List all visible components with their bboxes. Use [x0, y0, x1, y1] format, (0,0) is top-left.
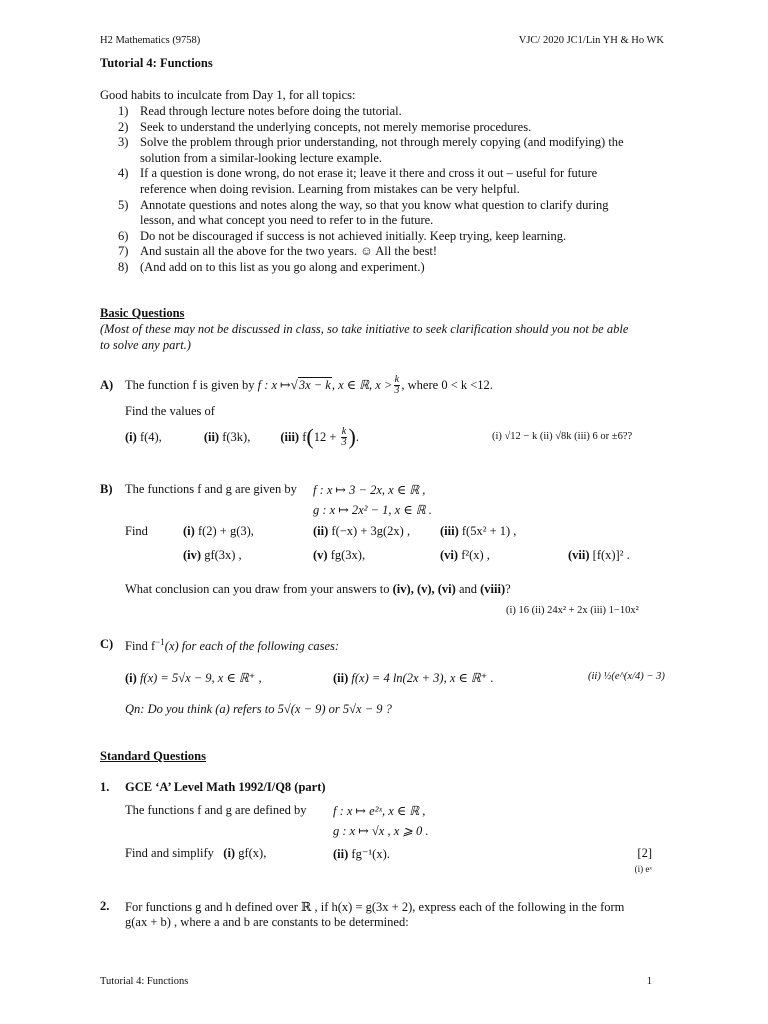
part-label: (vii)	[568, 548, 590, 562]
question-b-find: Find	[125, 524, 148, 538]
question-a-part1-label: (i)	[125, 429, 137, 444]
habit-item	[118, 151, 382, 166]
part-text: fg⁻¹(x).	[351, 847, 390, 861]
part-text: f(2) + g(3),	[197, 524, 254, 538]
part-text: gf(3x) ,	[204, 548, 242, 562]
habit-number: 3)	[118, 135, 129, 150]
habit-item	[118, 135, 624, 150]
habit-number: 2)	[118, 119, 129, 134]
habit-text: reference when doing revision. Learning from mistakes can be very helpful.	[140, 182, 520, 196]
header-info: VJC/ 2020 JC1/Lin YH & Ho WK	[518, 35, 664, 46]
question-b-answers: (i) 16 (ii) 24x² + 2x (iii) 1−10x²	[506, 605, 639, 616]
question-a-part3: f	[302, 429, 307, 444]
part-text: [f(x)]² .	[592, 548, 630, 562]
question-1-part2	[333, 846, 390, 862]
question-a-part3-inner: 12 +	[313, 429, 337, 444]
part-text: f(5x² + 1) ,	[461, 524, 517, 538]
question-b-f-def: f : x ↦ 3 − 2x, x ∈ ℝ ,	[313, 483, 426, 497]
fraction-numerator: k	[341, 425, 347, 437]
habit-text: lesson, and what concept you need to refer to in the future.	[140, 213, 434, 228]
habit-item	[118, 104, 402, 119]
habit-item	[118, 166, 597, 181]
habit-item	[118, 182, 520, 197]
paren-right-icon: )	[348, 424, 356, 449]
basic-note-line1: (Most of these may not be discussed in class, so take initiative to seek clarification should you not be able	[100, 322, 629, 336]
habit-item	[118, 260, 425, 275]
question-a-map: f : x ↦	[257, 378, 291, 392]
part-label: (iii)	[440, 524, 459, 538]
question-a-label: A)	[100, 378, 114, 392]
part-label: (iv)	[183, 548, 202, 562]
question-2-line1: For functions g and h defined over ℝ , if h(x) = g(3x + 2), express each of the following in the form	[125, 900, 625, 914]
question-c-part1	[125, 670, 262, 686]
habit-text: Annotate questions and notes along the way, so that you know what question to clarify during	[140, 197, 609, 212]
habit-item	[118, 244, 437, 259]
conclusion-part-viii: (viii)	[480, 582, 506, 596]
question-1-marks: [2]	[637, 846, 652, 860]
conclusion-parts: (iv), (v), (vi)	[392, 582, 456, 596]
question-b-g-def: g : x ↦ 2x² − 1, x ∈ ℝ .	[313, 503, 432, 517]
stem-superscript: −1	[155, 637, 165, 647]
habit-text: (And add on to this list as you go along and experiment.)	[140, 260, 425, 274]
question-a-fraction	[393, 375, 400, 396]
question-b-part	[183, 548, 242, 563]
habit-item	[118, 198, 609, 213]
header-course: H2 Mathematics (9758)	[100, 35, 201, 46]
question-b-part	[568, 548, 630, 563]
question-1-stem: The functions f and g are defined by	[125, 803, 307, 817]
part-text: gf(x),	[238, 846, 267, 860]
question-b-part	[183, 524, 254, 539]
question-b-conclusion	[125, 582, 511, 597]
question-1-find	[125, 846, 266, 861]
habit-item	[118, 213, 433, 228]
question-b-part	[313, 548, 365, 563]
question-b-label: B)	[100, 482, 113, 496]
habit-number: 1)	[118, 104, 129, 118]
habit-text: solution from a similar-looking lecture example.	[140, 150, 383, 165]
question-1-g-def: g : x ↦ √x , x ⩾ 0 .	[333, 824, 429, 838]
question-a-stem-text: The function f is given by	[125, 377, 255, 392]
question-a-condition: , where 0 < k <12.	[401, 377, 493, 392]
part-label: (i)	[183, 524, 195, 538]
question-b-stem: The functions f and g are given by	[125, 482, 297, 496]
habit-text: Do not be discouraged if success is not achieved initially. Keep trying, keep learning.	[140, 228, 567, 243]
question-1-label: 1.	[100, 780, 110, 794]
part-text: f(x) = 4 ln(2x + 3), x ∈ ℝ⁺ .	[351, 671, 494, 685]
conclusion-and: and	[458, 582, 477, 596]
question-c-answer: (ii) ½(e^(x/4) − 3)	[588, 671, 665, 682]
question-a-part3-fraction	[341, 427, 348, 448]
paren-left-icon: (	[306, 424, 314, 449]
question-a-part1: f(4),	[139, 429, 162, 444]
question-a-find: Find the values of	[125, 404, 215, 418]
basic-note-line2: to solve any part.)	[100, 338, 191, 352]
part-label: (i)	[125, 671, 137, 685]
question-a-radicand: 3x − k	[298, 378, 331, 392]
footer-title: Tutorial 4: Functions	[100, 976, 189, 987]
question-1-title: GCE ‘A’ Level Math 1992/I/Q8 (part)	[125, 780, 326, 794]
habit-item	[118, 229, 566, 244]
question-a-part2-label: (ii)	[203, 429, 220, 444]
question-a-part3-label: (iii)	[280, 429, 300, 444]
habit-number: 8)	[118, 260, 129, 274]
part-label: (vi)	[440, 548, 459, 562]
stem-text-rest: (x) for each of the following cases:	[164, 639, 340, 654]
fraction-denominator: 3	[394, 384, 400, 396]
question-2-line2: g(ax + b) , where a and b are constants to be determined:	[125, 915, 409, 929]
question-c-stem	[125, 637, 339, 654]
question-a-answers: (i) √12 − k (ii) √8k (iii) 6 or ±6??	[492, 431, 633, 442]
habit-number: 5)	[118, 197, 129, 212]
fraction-denominator: 3	[341, 436, 347, 448]
conclusion-text: What conclusion can you draw from your answers to	[125, 582, 390, 596]
habit-text: If a question is done wrong, do not erase it; leave it there and cross it out – useful for future	[140, 166, 598, 181]
part-text: f²(x) ,	[461, 548, 490, 562]
sqrt-icon: √	[290, 377, 298, 392]
question-b-part	[440, 524, 516, 539]
habit-number: 7)	[118, 244, 129, 259]
habit-text: And sustain all the above for the two years. ☺ All the best!	[140, 244, 438, 259]
question-c-qn: Qn: Do you think (a) refers to 5√(x − 9) or 5√x − 9 ?	[125, 702, 392, 716]
part-label: (i)	[223, 846, 236, 860]
question-b-part	[313, 524, 410, 539]
page-number: 1	[646, 976, 652, 987]
conclusion-end: ?	[505, 582, 511, 596]
habit-text: Solve the problem through prior understanding, not through merely copying (and modifying) the	[140, 135, 624, 150]
habits-intro: Good habits to inculcate from Day 1, for all topics:	[100, 88, 356, 102]
habit-number: 4)	[118, 166, 129, 181]
part-text: f(−x) + 3g(2x) ,	[331, 524, 411, 538]
question-a-part2: f(3k),	[222, 429, 251, 444]
habit-number: 6)	[118, 228, 129, 243]
question-a-parts: (i) f(4), (ii) f(3k), (iii) f ( 12 + $\frac{k}{3}$ ) .	[125, 424, 359, 449]
question-c-part2	[333, 670, 494, 686]
basic-heading: Basic Questions	[100, 306, 185, 320]
part-label: (ii)	[333, 671, 349, 685]
question-2-label: 2.	[100, 899, 110, 913]
part-text: f(x) = 5√x − 9, x ∈ ℝ⁺ ,	[139, 671, 262, 685]
question-b-part	[440, 548, 490, 563]
habit-text: Read through lecture notes before doing the tutorial.	[140, 104, 402, 118]
page-title: Tutorial 4: Functions	[100, 56, 213, 70]
find-text: Find and simplify	[125, 846, 214, 860]
stem-text: Find f	[125, 639, 156, 654]
habit-item	[118, 120, 531, 135]
fraction-numerator: k	[394, 373, 400, 385]
question-1-f-def: f : x ↦ e²ˣ, x ∈ ℝ ,	[333, 804, 426, 818]
question-a-domain: , x ∈ ℝ, x >	[331, 378, 393, 392]
question-a-stem	[125, 370, 493, 400]
habit-text: Seek to understand the underlying concepts, not merely memorise procedures.	[140, 119, 532, 134]
standard-heading: Standard Questions	[100, 749, 206, 763]
part-label: (v)	[313, 548, 328, 562]
part-label: (ii)	[333, 847, 349, 861]
question-c-label: C)	[100, 637, 114, 651]
part-text: fg(3x),	[330, 548, 366, 562]
question-1-answer: (i) eˣ	[634, 864, 652, 874]
part-label: (ii)	[313, 524, 329, 538]
